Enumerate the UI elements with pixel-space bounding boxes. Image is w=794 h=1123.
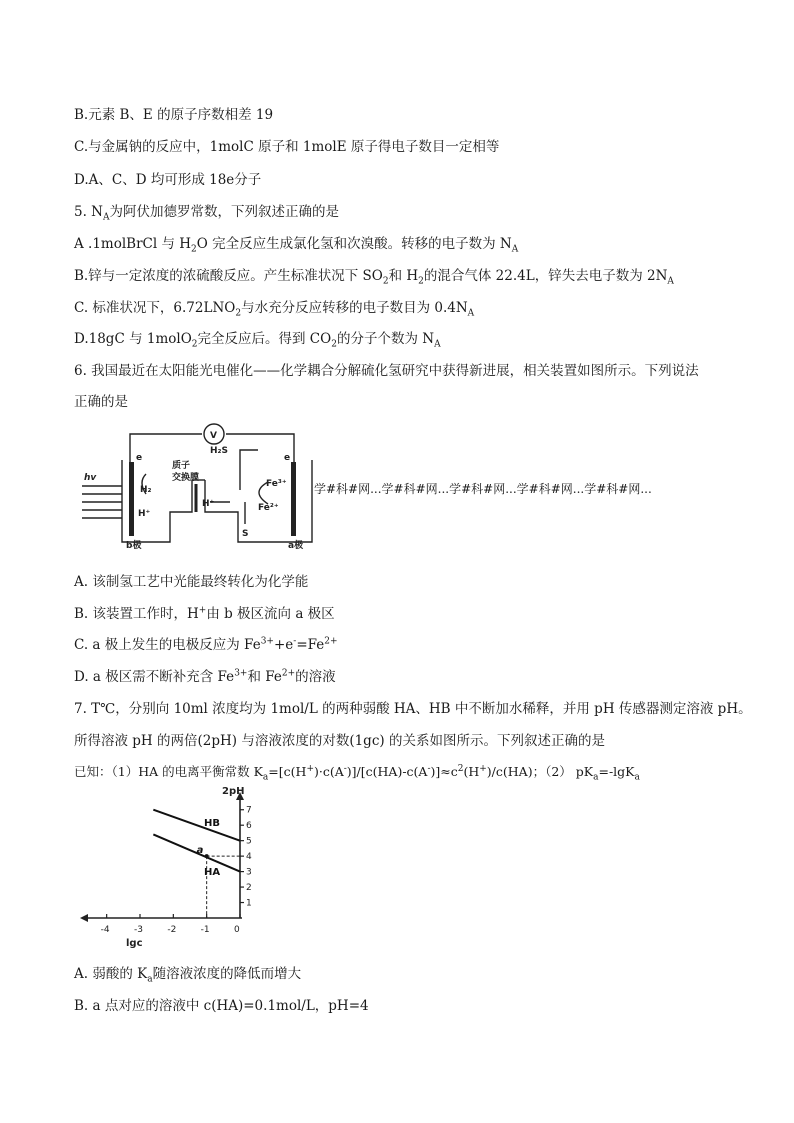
h-plus-left-label: H⁺	[138, 509, 151, 519]
y-axis-label: 2pH	[222, 786, 245, 797]
q6-option-b: B. 该装置工作时，H+由 b 极区流向 a 极区	[74, 605, 335, 622]
x-tick-label-1: -3	[134, 925, 143, 935]
series-line-HB	[153, 810, 240, 841]
option-c-elements: C.与金属钠的反应中，1molC 原子和 1molE 原子得电子数目一定相等	[74, 139, 500, 155]
h2-label: H₂	[140, 485, 152, 495]
a-electrode	[291, 462, 296, 536]
q5-option-d: D.18gC 与 1molO$_2$完全反应后。得到 $CO_2$的分子个数为 $N_A$	[74, 331, 441, 350]
voltmeter-label: V	[210, 431, 217, 441]
q5-option-a: A .1molBrCl 与 $H_2O$ 完全反应生成氯化氢和次溴酸。转移的电子数为 $N_A$	[74, 236, 519, 255]
point-a-label: a	[196, 845, 204, 857]
y-tick-label-5: 6	[246, 821, 252, 832]
x-axis-label: lgc	[126, 938, 143, 949]
fe3-label: Fe³⁺	[266, 479, 287, 489]
q6-option-c: C. a 极上发生的电极反应为 $Fe^{3+}+e^-=Fe^{2+}$	[74, 636, 338, 653]
point-a-marker	[205, 854, 209, 858]
q7-option-b: B. a 点对应的溶液中 c(HA)=0.1mol/L，pH=4	[74, 998, 369, 1014]
hv-label: hv	[84, 473, 97, 483]
y-tick-label-1: 2	[246, 883, 252, 894]
question-7: 7. T℃，分别向 10ml 浓度均为 1mol/L 的两种弱酸 HA、HB 中不断加水稀释，并用 pH 传感器测定溶液 pH。	[74, 701, 752, 717]
question-5: 5. $N_A$为阿伏加德罗常数，下列叙述正确的是	[74, 204, 339, 223]
y-tick-label-2: 3	[246, 867, 252, 878]
x-tick-label-0: -4	[100, 925, 110, 935]
fe2-label: Fe²⁺	[258, 503, 279, 513]
q5-option-b: B.锌与一定浓度的浓硫酸反应。产生标准状况下 $SO_2$和 $H_2$的混合气体 22.4L，锌失去电子数为 $2N_A$	[74, 268, 674, 287]
q7-known: 已知：（1）HA 的电离平衡常数 $K_a=[c(H^+)\cdot c(A^-)]/[c(HA)-c(A^-)]\approx c^2(H^+)/c(HA)$；（2） $pK_a=-\lg K_a$	[74, 763, 640, 783]
series-label-HA: HA	[204, 866, 221, 878]
y-tick-label-6: 7	[246, 805, 252, 816]
y-tick-label-0: 1	[246, 898, 252, 909]
ph-lgc-chart	[76, 786, 266, 950]
question-7-cont: 所得溶液 pH 的两倍(2pH) 与溶液浓度的对数(1gc) 的关系如图所示。下列叙述正确的是	[74, 733, 605, 749]
electrolysis-device-figure	[80, 420, 320, 550]
option-d-elements: D.A、C、D 均可形成 18e分子	[74, 172, 262, 188]
y-tick-label-3: 4	[246, 852, 252, 863]
x-tick-label-2: -2	[167, 925, 177, 935]
h-plus-membrane-label: H⁺	[202, 499, 215, 509]
q7-option-a: A. 弱酸的 $K_a$随溶液浓度的降低而增大	[74, 966, 302, 985]
b-electrode	[129, 462, 134, 536]
membrane-label-1: 质子	[172, 461, 191, 471]
q6-option-a: A. 该制氢工艺中光能最终转化为化学能	[74, 574, 309, 590]
y-tick-label-4: 5	[246, 836, 252, 847]
watermark-text: 学#科#网...学#科#网...学#科#网...学#科#网...学#科#网...	[314, 482, 652, 496]
membrane-label-2: 交换膜	[172, 473, 200, 483]
series-label-HB: HB	[204, 817, 220, 829]
q6-option-d: D. a 极区需不断补充含 $Fe^{3+}$和 $Fe^{2+}$的溶液	[74, 668, 336, 685]
e-left-label: e	[136, 453, 143, 463]
h2s-label: H₂S	[210, 446, 228, 456]
question-6: 6. 我国最近在太阳能光电催化——化学耦合分解硫化氢研究中获得新进展，相关装置如图所示。下列说法	[74, 363, 699, 379]
question-6-cont: 正确的是	[74, 394, 128, 410]
q5-option-c: C. 标准状况下，$6.72LNO_2$与水充分反应转移的电子数目为 $0.4N_A$	[74, 300, 475, 319]
e-right-label: e	[284, 453, 291, 463]
s-label: S	[242, 529, 249, 539]
x-tick-label-3: -1	[200, 925, 210, 935]
x-axis-arrow	[80, 914, 88, 922]
x-tick-label-4: 0	[234, 925, 240, 935]
a-pole-label: a极	[288, 541, 304, 550]
b-pole-label: b极	[126, 541, 142, 550]
option-b-elements: B.元素 B、E 的原子序数相差 19	[74, 107, 274, 123]
